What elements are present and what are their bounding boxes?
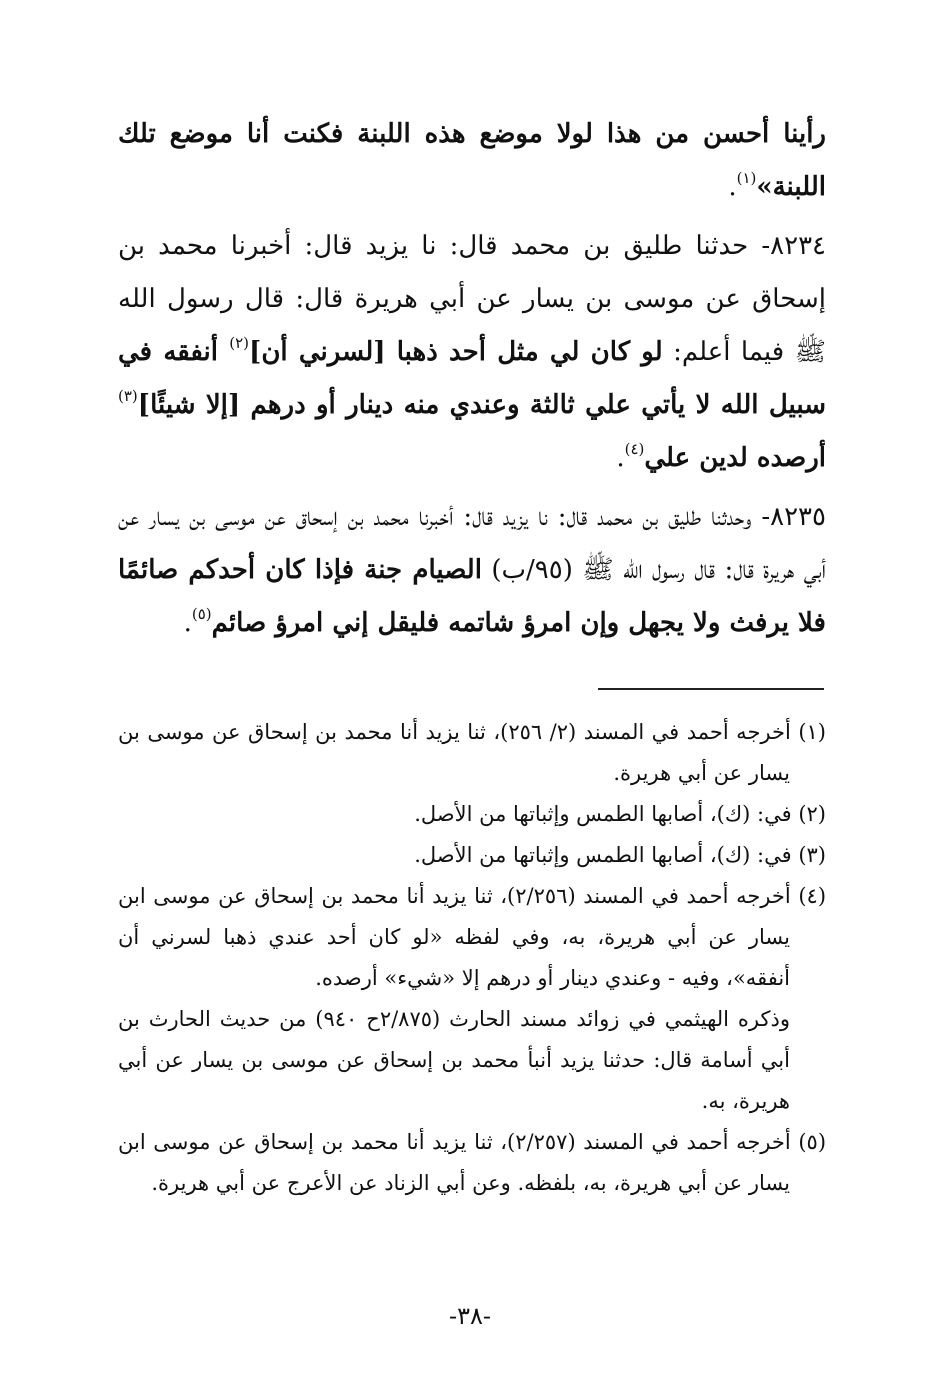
footnote-5 — [118, 1122, 826, 1204]
page-number: -٣٨- — [449, 1302, 491, 1330]
footnote-4 — [118, 876, 826, 999]
hadith-8235 — [118, 491, 826, 650]
footnote-text: في: (ك)، أصابها الطمس وإثباتها من الأصل. — [414, 802, 792, 826]
matn-part-1: لو كان لي مثل أحد ذهبا [لسرني أن] — [249, 337, 663, 367]
matn: الصيام جنة فإذا كان أحدكم صائمًا فلا يرفث ولا يجهل وإن امرؤ شاتمه فليقل إني امرؤ صائم — [118, 555, 826, 638]
paragraph-continuation — [118, 108, 826, 214]
hadith-number: ٨٢٣٥- — [751, 502, 826, 532]
matn-part-2: أنفقه في سبيل الله لا يأتي علي ثالثة وعندي منه دينار أو درهم [إلا شيئًا] — [118, 337, 826, 420]
hadith-text: رأينا أحسن من هذا لولا موضع هذه اللبنة فكنت أنا موضع تلك اللبنة» — [118, 119, 826, 202]
footnote-label: (٥) — [790, 1130, 827, 1154]
isnad: وحدثنا طليق بن محمد قال: نا يزيد قال: أخبرنا محمد بن إسحاق عن موسى بن يسار عن أبي هريرة قال: قال رسول الله ﷺ (٩٥/ب) — [118, 502, 826, 585]
hadith-number: ٨٢٣٤- — [748, 231, 826, 261]
isnad: حدثنا طليق بن محمد قال: نا يزيد قال: أخبرنا محمد بن إسحاق عن موسى بن يسار عن أبي هريرة قال: قال رسول الله ﷺ فيما أعلم: — [118, 231, 826, 367]
footnote-4-continuation: وذكره الهيثمي في زوائد مسند الحارث (٢/٨٧٥ح ٩٤٠) من حديث الحارث بن أبي أسامة قال: حدثنا يزيد أنبأ محمد بن إسحاق عن موسى بن يسار عن أبي هريرة، به. — [118, 1007, 791, 1113]
footnote-label: (١) — [790, 720, 826, 744]
footnote-ref: (٢) — [229, 334, 250, 352]
footnote-1 — [118, 712, 826, 794]
footnote-ref: (٤) — [624, 440, 645, 458]
period: . — [728, 172, 737, 202]
hadith-8234 — [118, 220, 826, 485]
footnote-text: أخرجه أحمد في المسند (٢/٢٥٧)، ثنا يزيد أنا محمد بن إسحاق عن موسى ابن يسار عن أبي هريرة، به، بلفظه. وعن أبي الزناد عن الأعرج عن أبي هريرة. — [118, 1130, 791, 1195]
footnote-label: (٤) — [790, 884, 827, 908]
footnote-text: أخرجه أحمد في المسند (٢/٢٥٦)، ثنا يزيد أنا محمد بن إسحاق عن موسى ابن يسار عن أبي هريرة، به، وفي لفظه «لو كان أحد عندي ذهبا لسرني أن أنفقه»، وفيه - وعندي دينار أو درهم إلا «شيء» أرصده. — [118, 884, 791, 990]
period: . — [183, 608, 192, 638]
footnote-label: (٣) — [791, 843, 826, 867]
footnote-ref: (١) — [736, 169, 757, 187]
footnote-2 — [118, 794, 826, 835]
footnote-label: (٢) — [791, 802, 826, 826]
footnote-ref: (٣) — [118, 387, 138, 405]
footnote-3 — [118, 835, 826, 876]
footnote-ref: (٥) — [191, 605, 212, 623]
footnotes — [118, 712, 826, 1204]
footnote-separator — [598, 688, 824, 690]
footnote-text: أخرجه أحمد في المسند (٢/ ٢٥٦)، ثنا يزيد أنا محمد بن إسحاق عن موسى بن يسار عن أبي هريرة. — [118, 720, 791, 785]
main-text — [118, 108, 826, 650]
period: . — [616, 443, 625, 473]
matn-part-3: أرصده لدين علي — [644, 443, 826, 473]
footnote-text: في: (ك)، أصابها الطمس وإثباتها من الأصل. — [414, 843, 792, 867]
